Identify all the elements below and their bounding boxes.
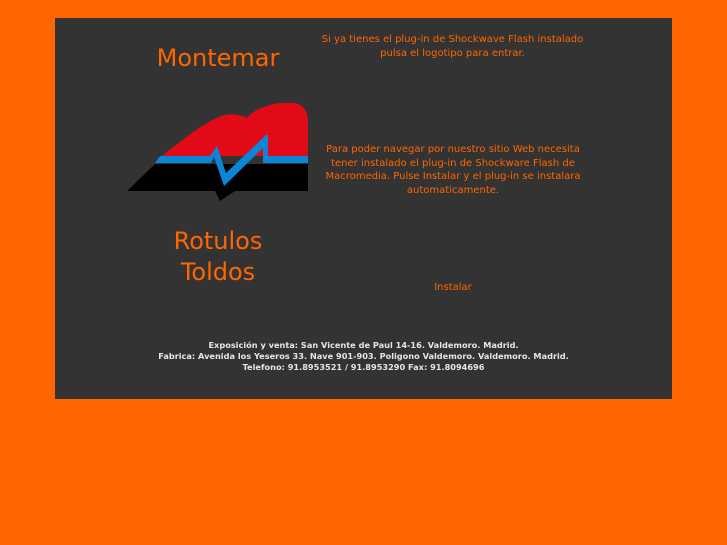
main-panel [55, 18, 672, 399]
enter-message-line-1: Si ya tienes el plug-in de Shockwave Flash instalado [321, 34, 584, 45]
tagline-rotulos: Rotulos [173, 227, 263, 255]
tagline-toldos: Toldos [180, 258, 256, 286]
install-info: Para poder navegar por nuestro sitio Web necesita tener instalado el plug-in de Shockware Flash de Macromedia. Pulse Instalar y el plug-in se instalara automaticamente. [325, 144, 581, 196]
brand-tagline [155, 226, 281, 288]
montemar-logo[interactable] [120, 93, 320, 208]
footer-line-2: Fabrica: Avenida los Yeseros 33. Nave 901-903. Poligono Valdemoro. Valdemoro. Madrid. [158, 351, 569, 361]
logo-black-shape [127, 164, 308, 201]
brand-title: Montemar [156, 44, 280, 72]
logo-red-shape [162, 103, 308, 156]
install-link[interactable]: Instalar [434, 282, 472, 293]
footer-line-1: Exposición y venta: San Vicente de Paul 14-16. Valdemoro. Madrid. [208, 340, 519, 350]
footer-address [55, 340, 672, 373]
footer-line-3: Telefono: 91.8953521 / 91.8953290 Fax: 91.8094696 [242, 362, 485, 372]
enter-message-line-2: pulsa el logotipo para entrar. [380, 47, 525, 59]
enter-message [310, 33, 595, 60]
